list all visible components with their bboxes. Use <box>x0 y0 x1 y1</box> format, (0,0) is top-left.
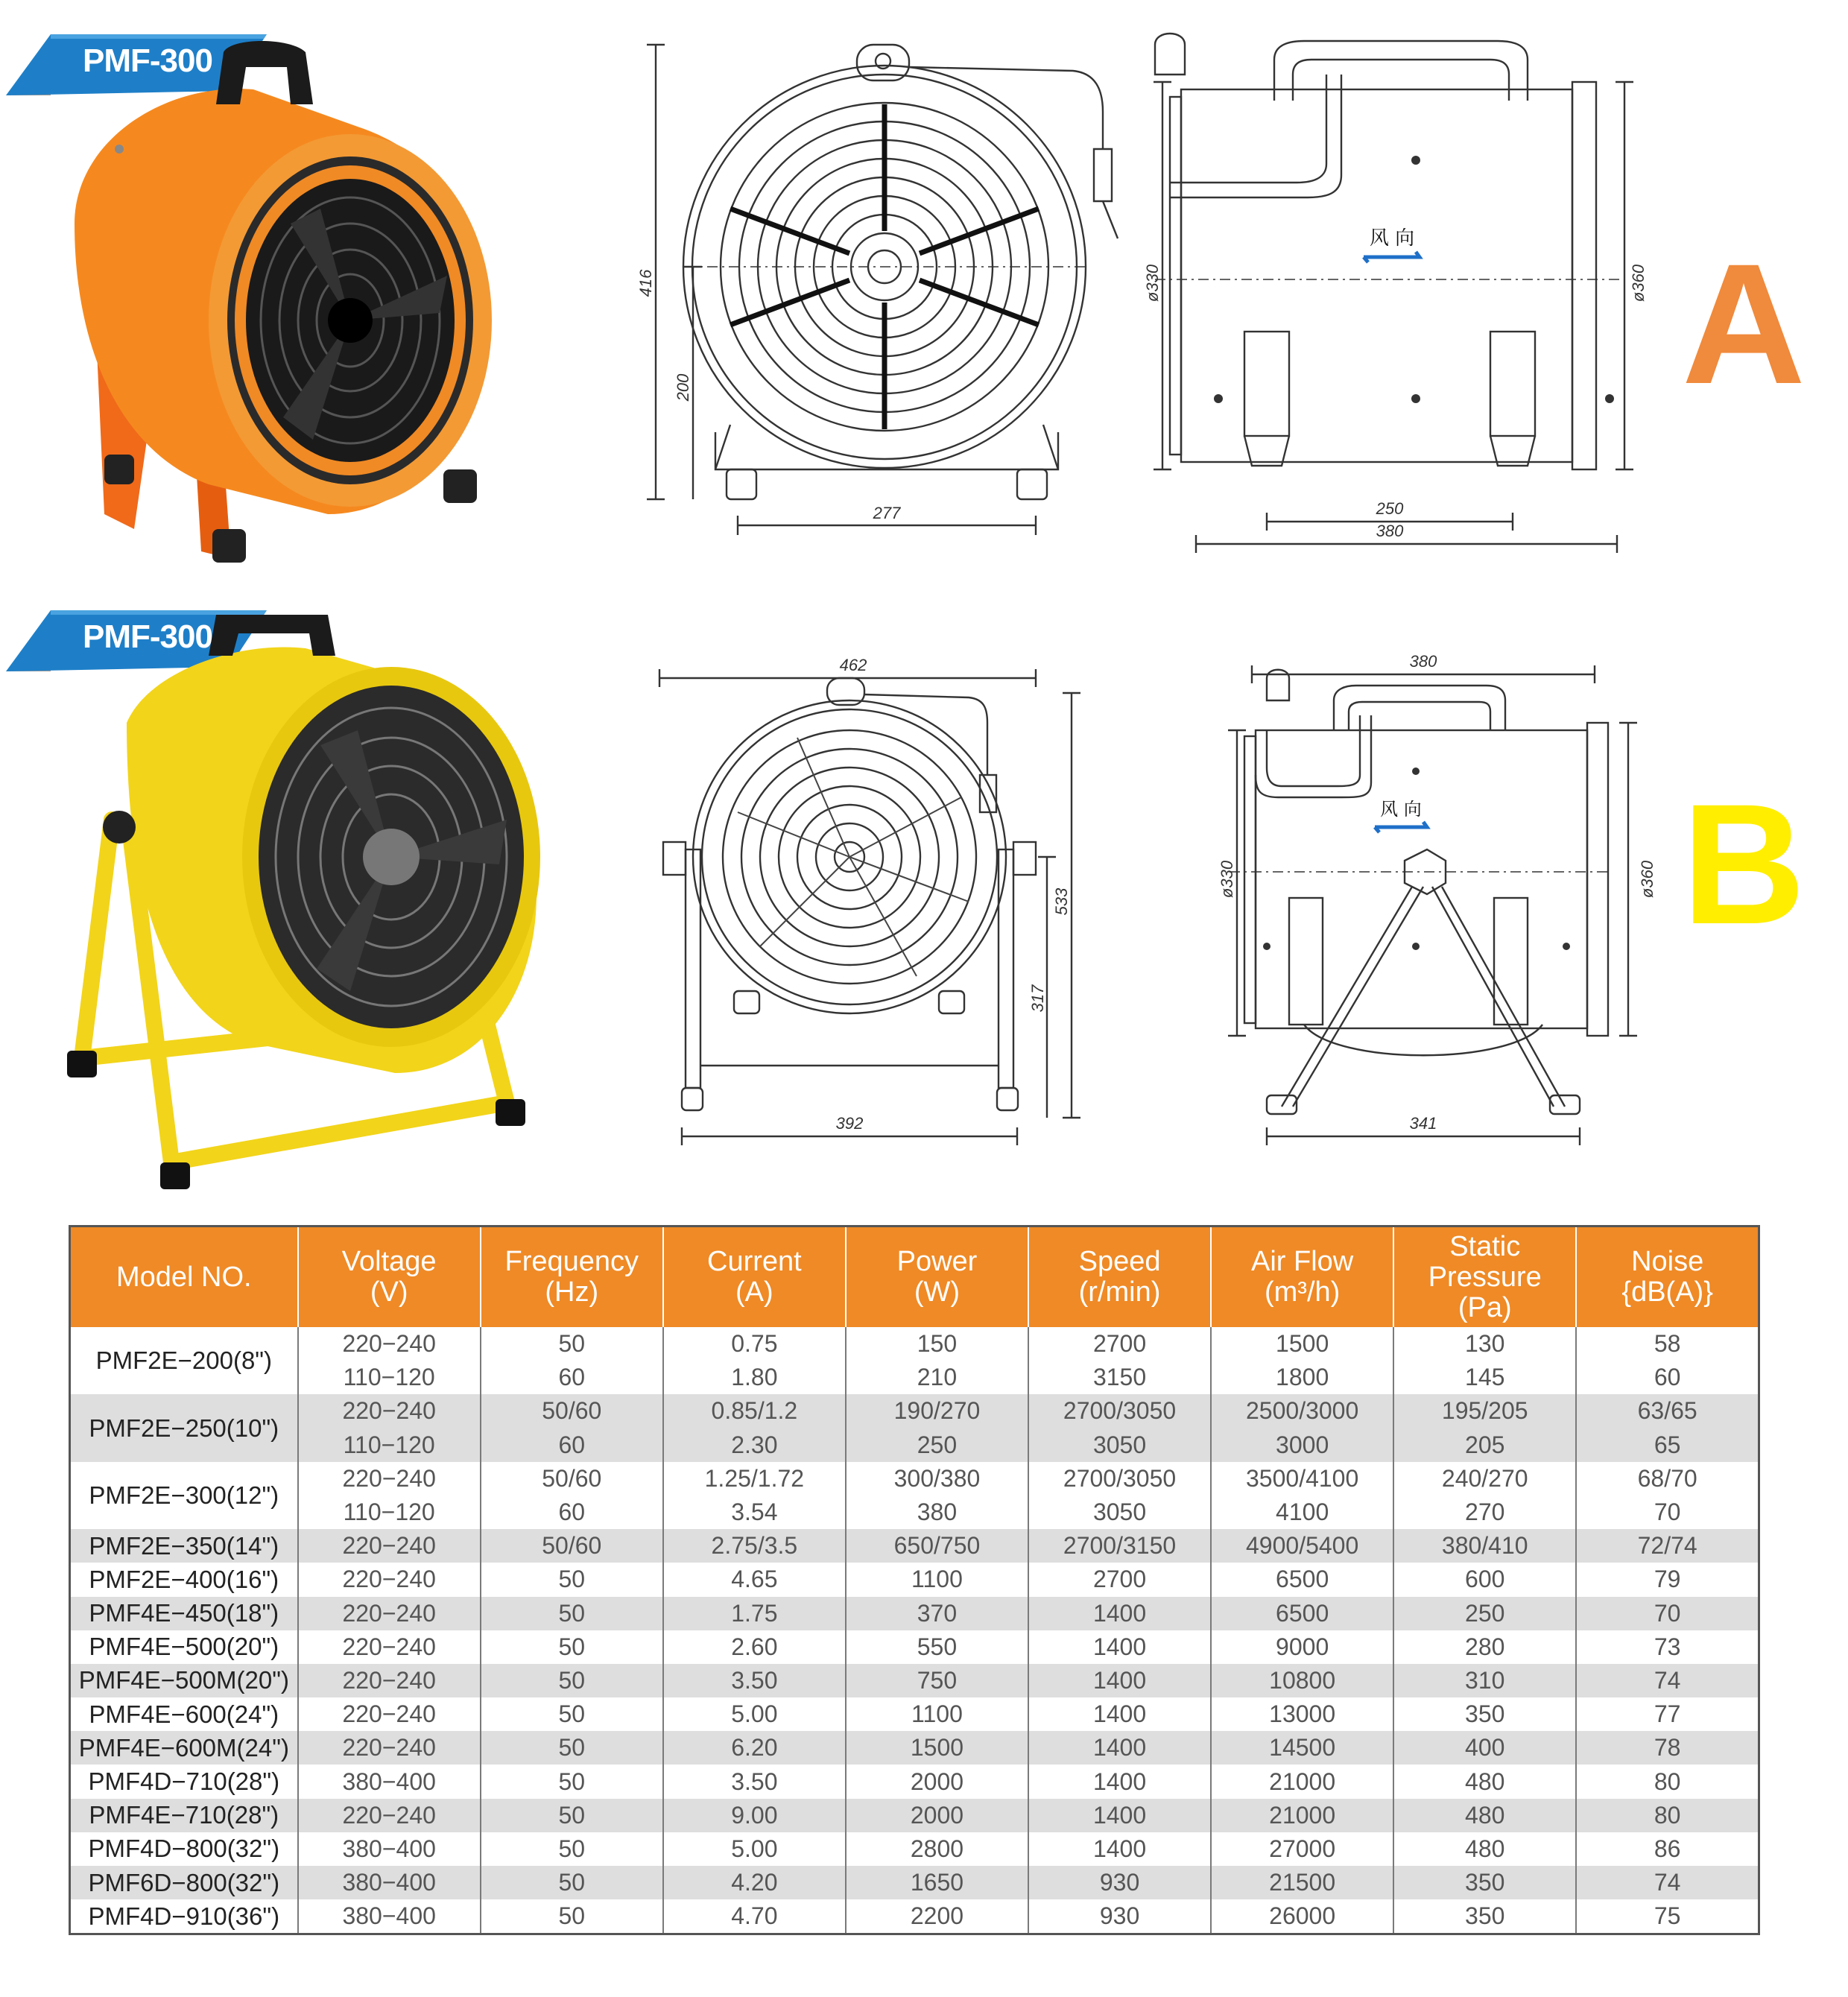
table-cell: 13000 <box>1211 1697 1393 1731</box>
table-cell: 9000 <box>1211 1630 1393 1664</box>
dim-b-dia-inner: ø330 <box>1218 860 1236 899</box>
spec-table <box>69 1225 1760 1935</box>
drawing-b-side <box>1218 648 1669 1155</box>
table-cell: 380 <box>846 1496 1028 1529</box>
table-cell: 21500 <box>1211 1866 1393 1899</box>
table-cell: 3050 <box>1028 1496 1211 1529</box>
table-cell: 220−240 <box>298 1529 481 1563</box>
table-cell: 50 <box>481 1664 663 1697</box>
table-cell: 2.75/3.5 <box>663 1529 846 1563</box>
table-cell: 2200 <box>846 1899 1028 1934</box>
header-model: Model NO. <box>70 1227 298 1328</box>
dim-b-width-top: 462 <box>839 656 867 674</box>
table-cell: 480 <box>1393 1765 1576 1798</box>
table-cell: 480 <box>1393 1832 1576 1866</box>
header-voltage: Voltage (V) <box>298 1227 481 1328</box>
table-row <box>70 1697 1759 1731</box>
model-cell: PMF4D−800(32") <box>88 1835 280 1863</box>
model-cell: PMF4E−500(20") <box>89 1633 279 1661</box>
table-cell: 350 <box>1393 1899 1576 1934</box>
table-cell: 1.25/1.72 <box>663 1462 846 1496</box>
model-badge-a-label: PMF-300 <box>83 42 212 79</box>
header-static-pressure: Static Pressure (Pa) <box>1393 1227 1576 1328</box>
table-cell: 78 <box>1576 1731 1759 1765</box>
table-cell: 50 <box>481 1866 663 1899</box>
table-cell: 300/380 <box>846 1462 1028 1496</box>
table-cell: 2000 <box>846 1765 1028 1798</box>
table-cell: 3.54 <box>663 1496 846 1529</box>
table-cell: 110−120 <box>298 1428 481 1462</box>
table-cell: 1.80 <box>663 1361 846 1394</box>
table-cell: 3000 <box>1211 1428 1393 1462</box>
table-cell: 50 <box>481 1832 663 1866</box>
table-cell: 1500 <box>1211 1327 1393 1361</box>
table-cell: 1400 <box>1028 1765 1211 1798</box>
header-speed: Speed (r/min) <box>1028 1227 1211 1328</box>
model-cell: PMF4D−710(28") <box>88 1767 280 1796</box>
table-cell: 930 <box>1028 1866 1211 1899</box>
table-cell: 4100 <box>1211 1496 1393 1529</box>
table-cell: 380−400 <box>298 1765 481 1798</box>
table-cell: 380/410 <box>1393 1529 1576 1563</box>
table-cell: 21000 <box>1211 1765 1393 1798</box>
table-cell: 270 <box>1393 1496 1576 1529</box>
table-cell: 75 <box>1576 1899 1759 1934</box>
table-cell: 1500 <box>846 1731 1028 1765</box>
table-cell: 2700/3050 <box>1028 1394 1211 1428</box>
table-cell: 3.50 <box>663 1765 846 1798</box>
table-cell: 9.00 <box>663 1799 846 1832</box>
table-cell: 2700 <box>1028 1563 1211 1596</box>
dim-a-dia-inner: ø330 <box>1143 264 1162 303</box>
table-cell: 2.30 <box>663 1428 846 1462</box>
table-cell: 220−240 <box>298 1327 481 1361</box>
table-row <box>70 1327 1759 1361</box>
table-cell: 14500 <box>1211 1731 1393 1765</box>
variant-letter-a: A <box>1681 228 1806 420</box>
model-cell: PMF6D−800(32") <box>70 1866 298 1899</box>
table-cell: 68/70 <box>1576 1462 1759 1496</box>
table-cell: 210 <box>846 1361 1028 1394</box>
table-cell: 220−240 <box>298 1630 481 1664</box>
airflow-label-b: 风 向 <box>1380 799 1422 820</box>
table-cell: 1400 <box>1028 1597 1211 1630</box>
table-cell: 1400 <box>1028 1832 1211 1866</box>
dim-b-base-side: 341 <box>1409 1114 1437 1133</box>
model-cell: PMF4E−500M(20") <box>70 1664 298 1697</box>
table-row <box>70 1832 1759 1866</box>
table-cell: 220−240 <box>298 1394 481 1428</box>
table-cell: 27000 <box>1211 1832 1393 1866</box>
table-cell: 50/60 <box>481 1529 663 1563</box>
drawing-a-front <box>626 30 1133 566</box>
table-cell: 250 <box>1393 1597 1576 1630</box>
table-cell: 86 <box>1576 1832 1759 1866</box>
table-row <box>70 1866 1759 1899</box>
table-cell: 60 <box>481 1496 663 1529</box>
table-cell: 4900/5400 <box>1211 1529 1393 1563</box>
variant-letter-b: B <box>1681 768 1806 960</box>
table-cell: 370 <box>846 1597 1028 1630</box>
table-cell: 1100 <box>846 1563 1028 1596</box>
dim-a-center-height: 200 <box>674 373 692 402</box>
table-cell: 310 <box>1393 1664 1576 1697</box>
dim-a-dia-outer: ø360 <box>1629 264 1648 303</box>
table-cell: 1.75 <box>663 1597 846 1630</box>
table-cell: 280 <box>1393 1630 1576 1664</box>
table-cell: 65 <box>1576 1428 1759 1462</box>
table-cell: 60 <box>481 1361 663 1394</box>
table-cell: 600 <box>1393 1563 1576 1596</box>
table-cell: 650/750 <box>846 1529 1028 1563</box>
table-cell: 190/270 <box>846 1394 1028 1428</box>
dim-b-height: 533 <box>1052 887 1071 916</box>
table-row <box>70 1664 1759 1697</box>
model-cell: PMF2E−250(10") <box>70 1394 298 1461</box>
table-cell: 1800 <box>1211 1361 1393 1394</box>
table-cell: 3.50 <box>663 1664 846 1697</box>
model-cell: PMF4D−910(36") <box>88 1902 280 1930</box>
table-cell: 2.60 <box>663 1630 846 1664</box>
table-body <box>70 1327 1759 1934</box>
table-cell: 50 <box>481 1765 663 1798</box>
dim-a-height: 416 <box>636 269 655 297</box>
table-cell: 72/74 <box>1576 1529 1759 1563</box>
table-cell: 60 <box>1576 1361 1759 1394</box>
model-cell: PMF2E−400(16") <box>89 1565 279 1593</box>
fan-b-photo <box>60 611 566 1192</box>
table-cell: 74 <box>1576 1664 1759 1697</box>
table-cell: 50 <box>481 1799 663 1832</box>
dim-b-dia-outer: ø360 <box>1638 860 1656 899</box>
table-row <box>70 1597 1759 1630</box>
table-cell: 10800 <box>1211 1664 1393 1697</box>
table-cell: 480 <box>1393 1799 1576 1832</box>
table-cell: 26000 <box>1211 1899 1393 1934</box>
header-air-flow: Air Flow (m³/h) <box>1211 1227 1393 1328</box>
table-cell: 145 <box>1393 1361 1576 1394</box>
table-row <box>70 1394 1759 1428</box>
table-cell: 70 <box>1576 1496 1759 1529</box>
table-cell: 400 <box>1393 1731 1576 1765</box>
table-cell: 220−240 <box>298 1664 481 1697</box>
drawing-a-side <box>1140 30 1654 566</box>
airflow-label-a: 风 向 <box>1369 227 1415 250</box>
table-cell: 50 <box>481 1327 663 1361</box>
table-cell: 50 <box>481 1563 663 1596</box>
table-cell: 150 <box>846 1327 1028 1361</box>
table-cell: 6.20 <box>663 1731 846 1765</box>
table-cell: 50 <box>481 1731 663 1765</box>
table-cell: 50 <box>481 1597 663 1630</box>
table-row <box>70 1361 1759 1394</box>
drawing-b-front <box>648 648 1095 1155</box>
table-row <box>70 1765 1759 1798</box>
table-cell: 205 <box>1393 1428 1576 1462</box>
model-badge-b-label: PMF-300 <box>83 618 212 655</box>
table-cell: 79 <box>1576 1563 1759 1596</box>
model-cell: PMF4E−710(28") <box>70 1799 298 1832</box>
table-cell: 110−120 <box>298 1361 481 1394</box>
header-power: Power (W) <box>846 1227 1028 1328</box>
table-cell: 50 <box>481 1697 663 1731</box>
table-cell: 380−400 <box>298 1832 481 1866</box>
table-cell: 195/205 <box>1393 1394 1576 1428</box>
table-cell: 350 <box>1393 1697 1576 1731</box>
table-cell: 1400 <box>1028 1697 1211 1731</box>
table-cell: 2500/3000 <box>1211 1394 1393 1428</box>
table-cell: 110−120 <box>298 1496 481 1529</box>
model-cell: PMF2E−200(8") <box>95 1346 273 1375</box>
table-cell: 2000 <box>846 1799 1028 1832</box>
table-cell: 4.65 <box>663 1563 846 1596</box>
table-cell: 60 <box>481 1428 663 1462</box>
table-cell: 240/270 <box>1393 1462 1576 1496</box>
dim-a-base-front: 277 <box>873 504 901 522</box>
table-cell: 80 <box>1576 1799 1759 1832</box>
table-cell: 63/65 <box>1576 1394 1759 1428</box>
table-cell: 73 <box>1576 1630 1759 1664</box>
table-cell: 130 <box>1393 1327 1576 1361</box>
header-current: Current (A) <box>663 1227 846 1328</box>
table-cell: 930 <box>1028 1899 1211 1934</box>
table-cell: 50/60 <box>481 1394 663 1428</box>
table-cell: 750 <box>846 1664 1028 1697</box>
table-cell: 220−240 <box>298 1731 481 1765</box>
table-cell: 4.20 <box>663 1866 846 1899</box>
table-cell: 2800 <box>846 1832 1028 1866</box>
table-cell: 2700 <box>1028 1327 1211 1361</box>
table-row <box>70 1529 1759 1563</box>
table-cell: 220−240 <box>298 1462 481 1496</box>
table-cell: 220−240 <box>298 1697 481 1731</box>
table-cell: 1400 <box>1028 1731 1211 1765</box>
table-cell: 350 <box>1393 1866 1576 1899</box>
table-cell: 3050 <box>1028 1428 1211 1462</box>
dim-b-center-height: 317 <box>1028 984 1047 1013</box>
table-cell: 80 <box>1576 1765 1759 1798</box>
dim-b-base-front: 392 <box>835 1114 864 1133</box>
dim-a-length: 380 <box>1376 522 1404 540</box>
table-cell: 2700/3150 <box>1028 1529 1211 1563</box>
table-cell: 58 <box>1576 1327 1759 1361</box>
dim-a-foot-span: 250 <box>1376 499 1404 518</box>
model-cell: PMF2E−300(12") <box>89 1481 279 1509</box>
table-row <box>70 1563 1759 1596</box>
table-cell: 1100 <box>846 1697 1028 1731</box>
table-row <box>70 1630 1759 1664</box>
table-cell: 5.00 <box>663 1697 846 1731</box>
table-cell: 74 <box>1576 1866 1759 1899</box>
table-row <box>70 1462 1759 1496</box>
table-cell: 50 <box>481 1630 663 1664</box>
model-cell: PMF2E−350(14") <box>70 1529 298 1563</box>
table-cell: 2700/3050 <box>1028 1462 1211 1496</box>
table-cell: 21000 <box>1211 1799 1393 1832</box>
table-cell: 6500 <box>1211 1597 1393 1630</box>
table-cell: 220−240 <box>298 1597 481 1630</box>
header-frequency: Frequency (Hz) <box>481 1227 663 1328</box>
table-cell: 220−240 <box>298 1799 481 1832</box>
model-cell: PMF4E−600(24") <box>89 1700 279 1728</box>
table-cell: 6500 <box>1211 1563 1393 1596</box>
table-cell: 250 <box>846 1428 1028 1462</box>
table-cell: 5.00 <box>663 1832 846 1866</box>
table-cell: 1650 <box>846 1866 1028 1899</box>
table-header-row <box>70 1227 1759 1328</box>
dim-b-length: 380 <box>1409 652 1437 671</box>
table-row <box>70 1731 1759 1765</box>
table-cell: 3500/4100 <box>1211 1462 1393 1496</box>
table-cell: 380−400 <box>298 1866 481 1899</box>
table-cell: 0.85/1.2 <box>663 1394 846 1428</box>
table-cell: 380−400 <box>298 1899 481 1934</box>
table-cell: 220−240 <box>298 1563 481 1596</box>
table-cell: 77 <box>1576 1697 1759 1731</box>
table-cell: 50/60 <box>481 1462 663 1496</box>
model-cell: PMF4E−450(18") <box>70 1597 298 1630</box>
table-cell: 550 <box>846 1630 1028 1664</box>
table-row <box>70 1899 1759 1934</box>
table-cell: 1400 <box>1028 1799 1211 1832</box>
table-cell: 1400 <box>1028 1630 1211 1664</box>
fan-a-photo <box>45 37 551 574</box>
table-cell: 3150 <box>1028 1361 1211 1394</box>
table-cell: 0.75 <box>663 1327 846 1361</box>
table-cell: 1400 <box>1028 1664 1211 1697</box>
table-row <box>70 1799 1759 1832</box>
table-cell: 4.70 <box>663 1899 846 1934</box>
table-cell: 70 <box>1576 1597 1759 1630</box>
foot-icon <box>104 455 134 484</box>
header-noise: Noise {dB(A)} <box>1576 1227 1759 1328</box>
model-cell: PMF4E−600M(24") <box>70 1731 298 1765</box>
table-cell: 50 <box>481 1899 663 1934</box>
table-row <box>70 1428 1759 1462</box>
table-row <box>70 1496 1759 1529</box>
